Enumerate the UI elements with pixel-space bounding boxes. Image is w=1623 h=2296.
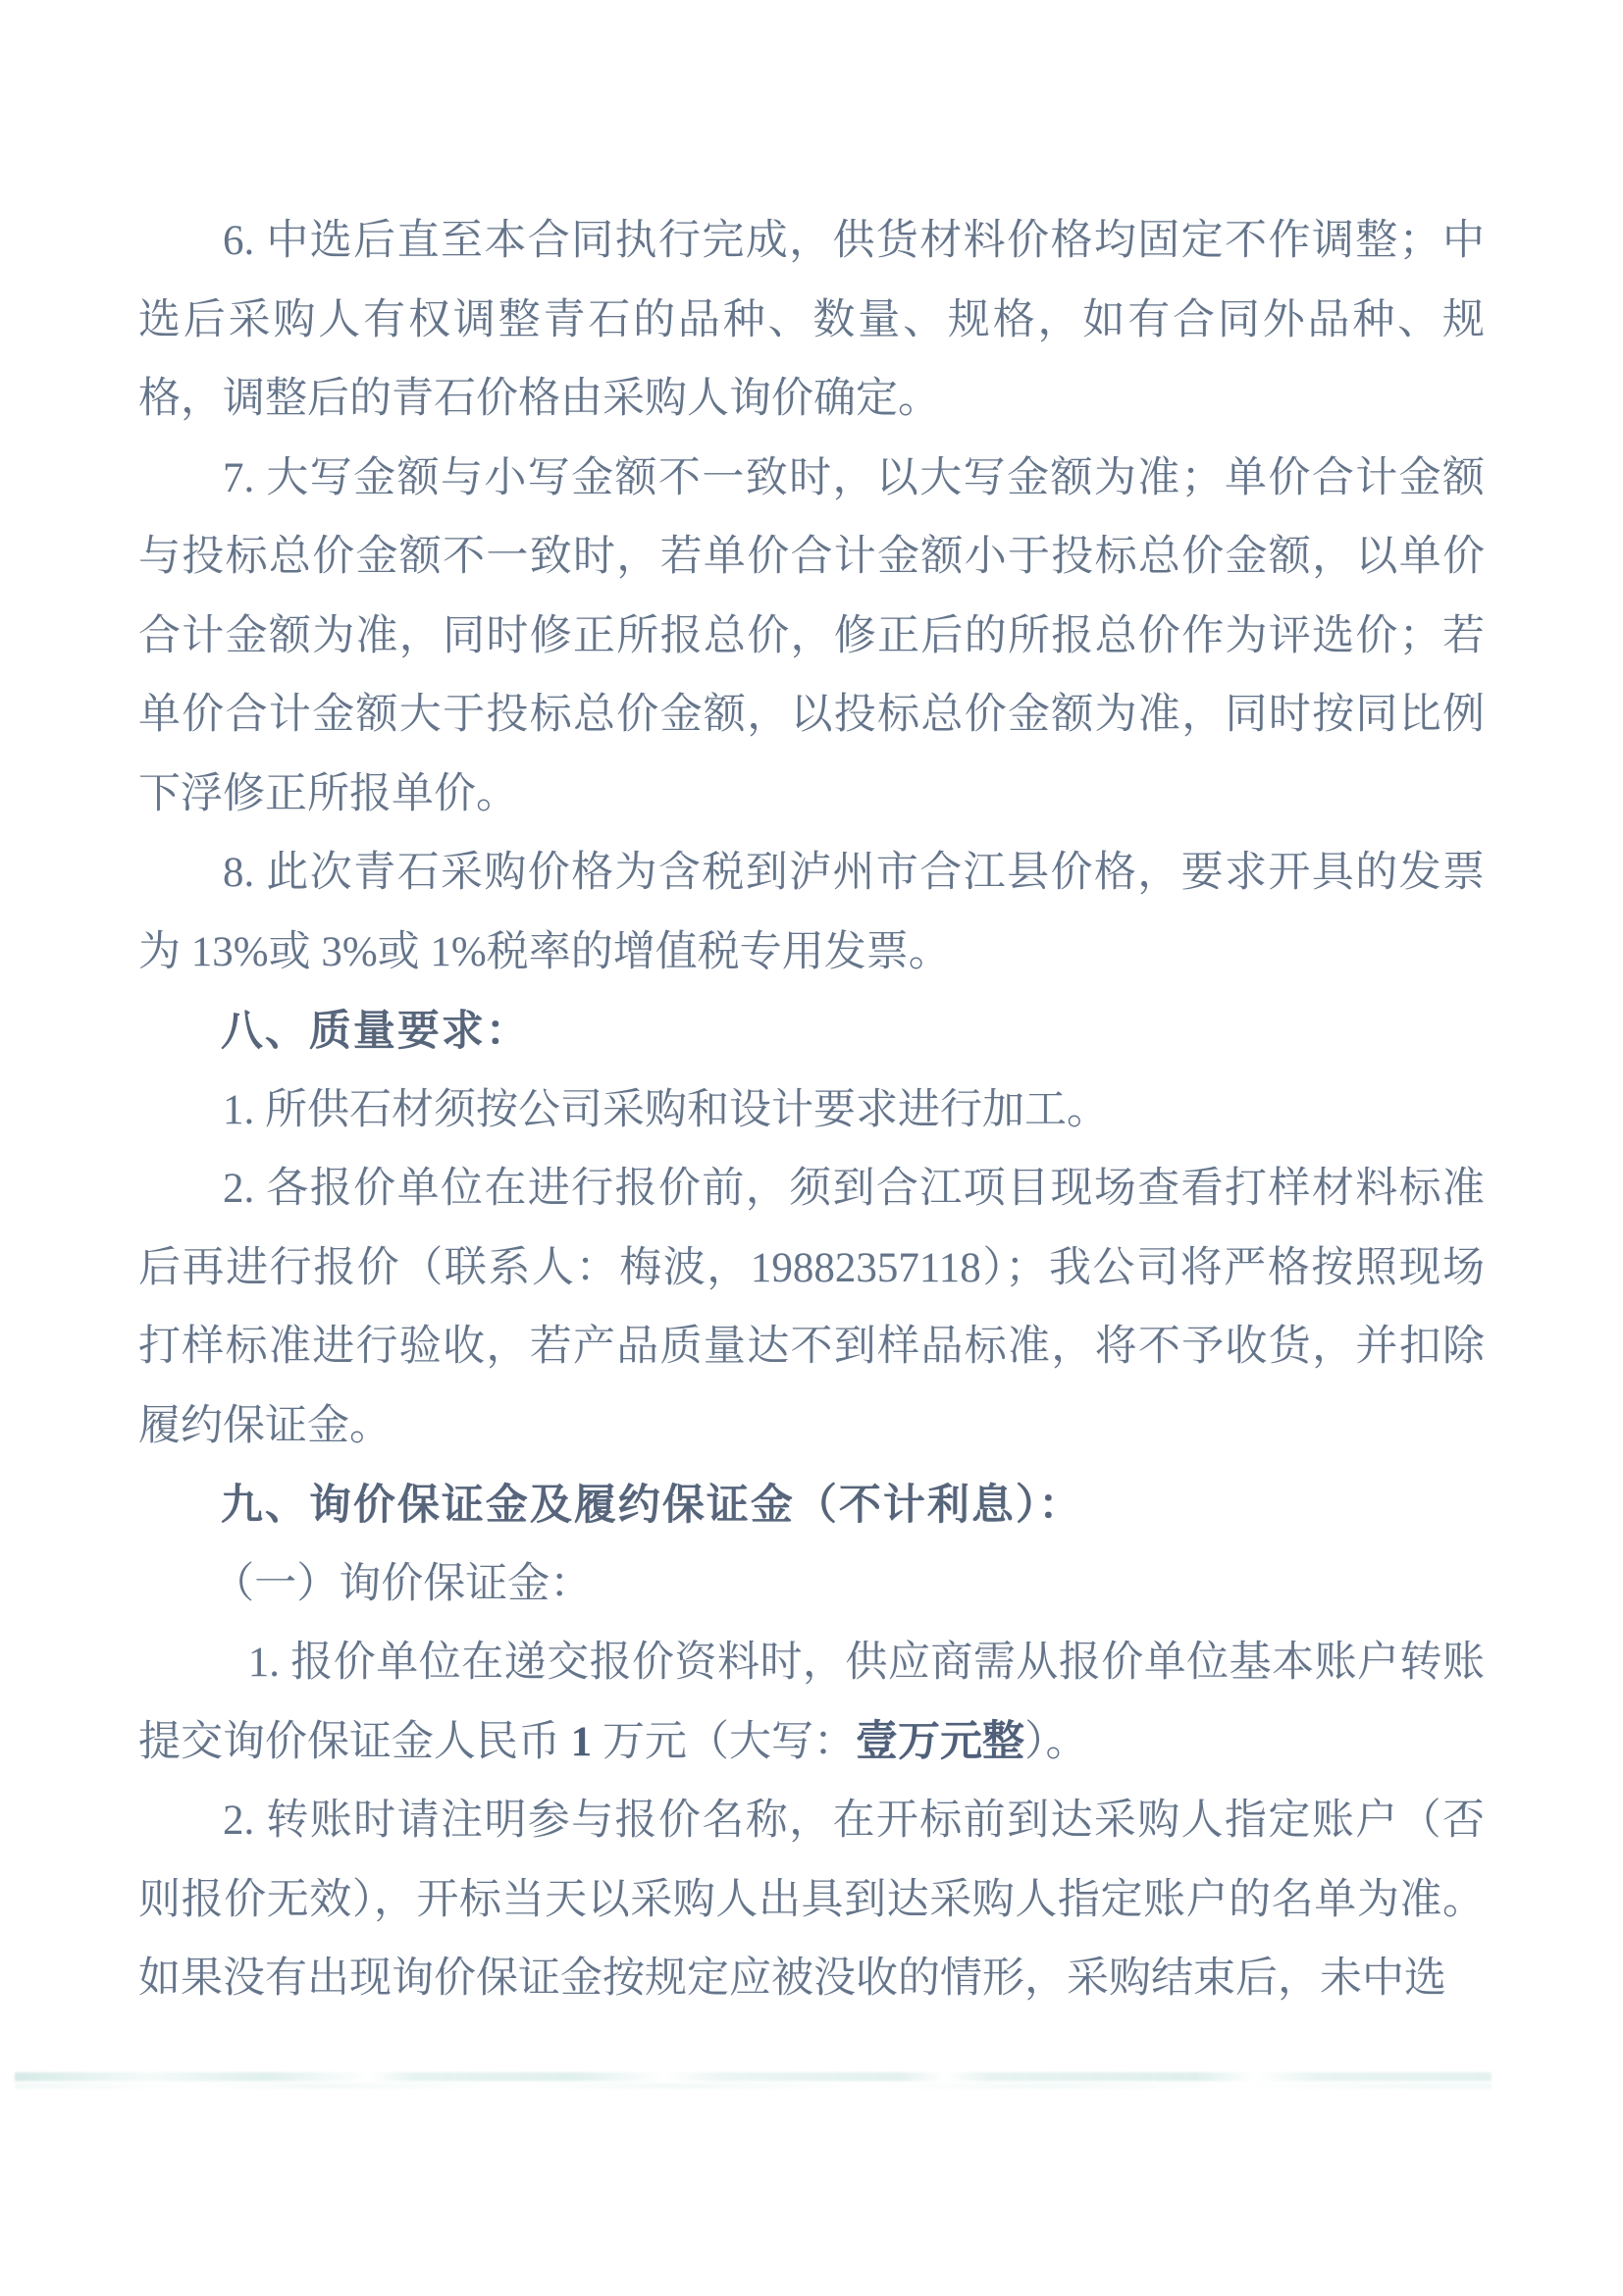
text-run: 九、询价保证金及履约保证金（不计利息）： [220,1482,1083,1529]
document-body [138,202,1485,2019]
text-run: 1. 所供石材须按公司采购和设计要求进行加工。 [223,1086,1109,1133]
text-run: ）。 [1024,1718,1088,1765]
paragraph [138,202,1485,440]
text-run: 八、质量要求： [220,1008,530,1055]
text-run: 7. 大写金额与小写金额不一致时，以大写金额为准；单价合计金额与投标总价金额不一致时，若单价合计金额小于投标总价金额，以单价合计金额为准，同时修正所报总价，修正后的所报总价作为评选价；若单价合计金额大于投标总价金额，以投标总价金额为准，同时按同比例下浮修正所报单价。 [138,454,1485,817]
text-run: （一）询价保证金： [212,1560,593,1607]
paragraph [138,1150,1485,1466]
scan-artifact-band [15,2070,1492,2092]
text-run: 6. 中选后直至本合同执行完成，供货材料价格均固定不作调整；中选后采购人有权调整青石的品种、数量、规格，如有合同外品种、规格，调整后的青石价格由采购人询价确定。 [138,218,1485,422]
emphasized-text: 壹万元整 [856,1718,1024,1765]
paragraph [138,1071,1485,1151]
text-run: 8. 此次青石采购价格为含税到泸州市合江县价格，要求开具的发票为 13%或 3%或 1%税率的增值税专用发票。 [138,850,1485,975]
paragraph [138,834,1485,992]
section-heading [138,992,1485,1071]
emphasized-text: 1 [570,1718,593,1765]
text-run: 2. 各报价单位在进行报价前，须到合江项目现场查看打样材料标准后再进行报价（联系人：梅波，19882357118）；我公司将严格按照现场打样标准进行验收，若产品质量达不到样品标准，将不予收货，并扣除履约保证金。 [138,1166,1485,1449]
text-run: 1. 报价单位在递交报价资料时，供应商需从报价单位基本账户转账提交询价保证金人民币 [138,1640,1485,1765]
text-run: 2. 转账时请注明参与报价名称，在开标前到达采购人指定账户（否则报价无效），开标当天以采购人出具到达采购人指定账户的名单为准。如果没有出现询价保证金按规定应被没收的情形，采购结束后，未中选 [138,1798,1485,2002]
paragraph [138,1782,1485,2019]
text-run: 万元（大写： [592,1718,856,1765]
section-heading [138,1466,1485,1545]
paragraph [138,1624,1485,1782]
paragraph [138,440,1485,835]
paragraph [138,1545,1485,1625]
